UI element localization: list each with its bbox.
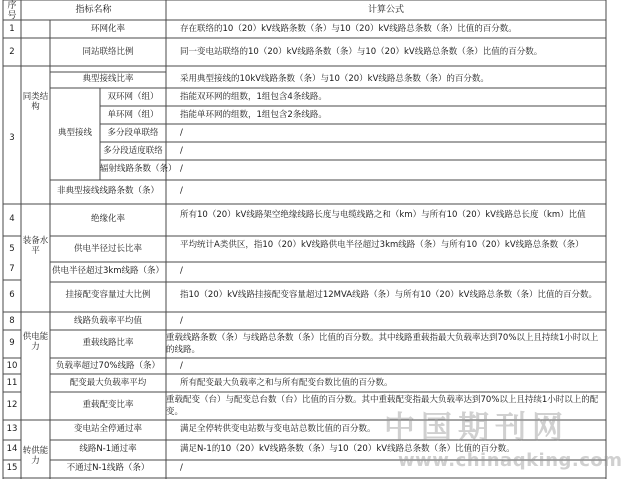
typical-connection-label: 典型接线 bbox=[57, 128, 92, 138]
formula-text: 指能双环网的组数，1组包含4条线路。 bbox=[180, 92, 327, 102]
indicator-name: 多分段单联络 bbox=[107, 128, 159, 138]
header-no: 序号 bbox=[7, 1, 17, 21]
indicator-name: 单环网（组） bbox=[107, 110, 159, 120]
formula-text: / bbox=[180, 463, 183, 473]
row-number: 15 bbox=[6, 463, 18, 473]
indicator-name: 同站联络比例 bbox=[82, 47, 134, 57]
indicator-name: 环网化率 bbox=[90, 24, 125, 34]
row-number: 4 bbox=[9, 214, 15, 224]
formula-text: / bbox=[180, 186, 183, 196]
formula-text: 满足N-1的10（20）kV线路条数（条）与10（20）kV线路总条数（条）比值的百分数。 bbox=[180, 444, 515, 454]
indicator-name: 挂接配变容量过大比例 bbox=[65, 290, 151, 300]
formula-text: 指能单环网的组数，1组包含2条线路。 bbox=[180, 110, 327, 120]
group-transfer-label: 转供能力 bbox=[22, 446, 49, 466]
row-number: 14 bbox=[6, 444, 18, 454]
formula-text: 满足全停转供变电站数与变电站总数比值的百分数。 bbox=[180, 424, 376, 434]
formula-text: 所有10（20）kV线路架空绝缘线路长度与电缆线路之和（km）与所有10（20）kV线路总长度（km）比值 bbox=[180, 210, 586, 220]
indicator-name: 双环网（组） bbox=[107, 92, 159, 102]
indicator-name: 辐射线路条数（条） bbox=[100, 164, 177, 174]
formula-text: 指10（20）kV线路挂接配变容量超过12MVA线路（条）与所有10（20）kV线路总条数（条）比值的百分数。 bbox=[180, 290, 597, 300]
indicator-name: 典型接线比率 bbox=[82, 74, 134, 84]
indicator-name: 重载配变比率 bbox=[82, 400, 134, 410]
formula-text: 存在联络的10（20）kV线路条数（条）与10（20）kV线路总条数（条）比值的百分数。 bbox=[180, 24, 517, 34]
indicator-name: 配变最大负载率平均 bbox=[69, 378, 147, 388]
row-number: 10 bbox=[6, 361, 18, 371]
indicator-name: 非典型接线线路条数（条） bbox=[56, 186, 159, 196]
row-number: 3 bbox=[9, 133, 15, 143]
watermark-cn: 中国期刊网 bbox=[384, 410, 569, 446]
formula-text: 平均统计A类供区，指10（20）kV线路供电半径超过3km线路（条）与所有10（20）kV线路总条数（条） bbox=[180, 240, 584, 250]
indicator-name: 线路负载率平均值 bbox=[73, 316, 142, 326]
watermark-url: www.chinaqking.com bbox=[398, 450, 623, 471]
indicator-name: 不通过N-1线路（条） bbox=[66, 463, 150, 473]
formula-text: 重载线路条数（条）与线路总条数（条）比值的百分数。其中线路重载指最大负载率达到70%以上且持续1小时以上的线路。 bbox=[166, 333, 599, 355]
row-number: 5 bbox=[9, 244, 15, 254]
formula-text: / bbox=[180, 146, 183, 156]
indicator-name: 负载率超过70%线路（条） bbox=[56, 361, 160, 371]
formula-text: / bbox=[180, 316, 183, 326]
formula-text: / bbox=[180, 361, 183, 371]
formula-text: 采用典型接线的10kV线路条数（条）与10（20）kV线路总条数（条）的百分数。 bbox=[180, 74, 489, 84]
formula-text: / bbox=[180, 266, 183, 276]
indicator-name: 多分段适度联络 bbox=[103, 146, 163, 156]
group-supply-label: 供电能力 bbox=[22, 332, 49, 352]
header-formula: 计算公式 bbox=[367, 5, 404, 15]
row-number: 2 bbox=[9, 47, 15, 57]
formula-text: / bbox=[180, 164, 183, 174]
indicator-name: 重载线路比率 bbox=[82, 338, 134, 348]
header-indicator: 指标名称 bbox=[75, 5, 112, 15]
formula-text: 重载配变（台）与配变总台数（台）比值的百分数。其中重载配变指最大负载率达到70%以上且持续1小时以上的配变。 bbox=[166, 395, 599, 417]
group-equipment-label: 装备水平 bbox=[22, 236, 49, 256]
formula-text: 所有配变最大负载率之和与所有配变台数比值的百分数。 bbox=[180, 378, 393, 388]
indicator-name: 绝缘化率 bbox=[90, 214, 125, 224]
row-number: 11 bbox=[6, 378, 18, 388]
group-standard-label: 同类结构 bbox=[22, 92, 49, 112]
indicator-name: 线路N-1通过率 bbox=[79, 444, 137, 454]
row-number: 1 bbox=[9, 24, 15, 34]
row-number: 6 bbox=[9, 290, 15, 300]
row-number: 8 bbox=[9, 316, 15, 326]
indicator-name: 变电站全停通过率 bbox=[73, 424, 142, 434]
row-number: 12 bbox=[6, 400, 18, 410]
formula-text: 同一变电站联络的10（20）kV线路条数（条）与10（20）kV线路总条数（条）比值的百分数。 bbox=[180, 47, 543, 57]
row-number: 13 bbox=[6, 424, 18, 434]
formula-text: / bbox=[180, 128, 183, 138]
row-number: 9 bbox=[9, 338, 15, 348]
indicator-name: 供电半径过长比率 bbox=[73, 244, 142, 254]
row-number: 7 bbox=[9, 264, 15, 274]
indicator-name: 供电半径超过3km线路（条） bbox=[51, 266, 165, 276]
